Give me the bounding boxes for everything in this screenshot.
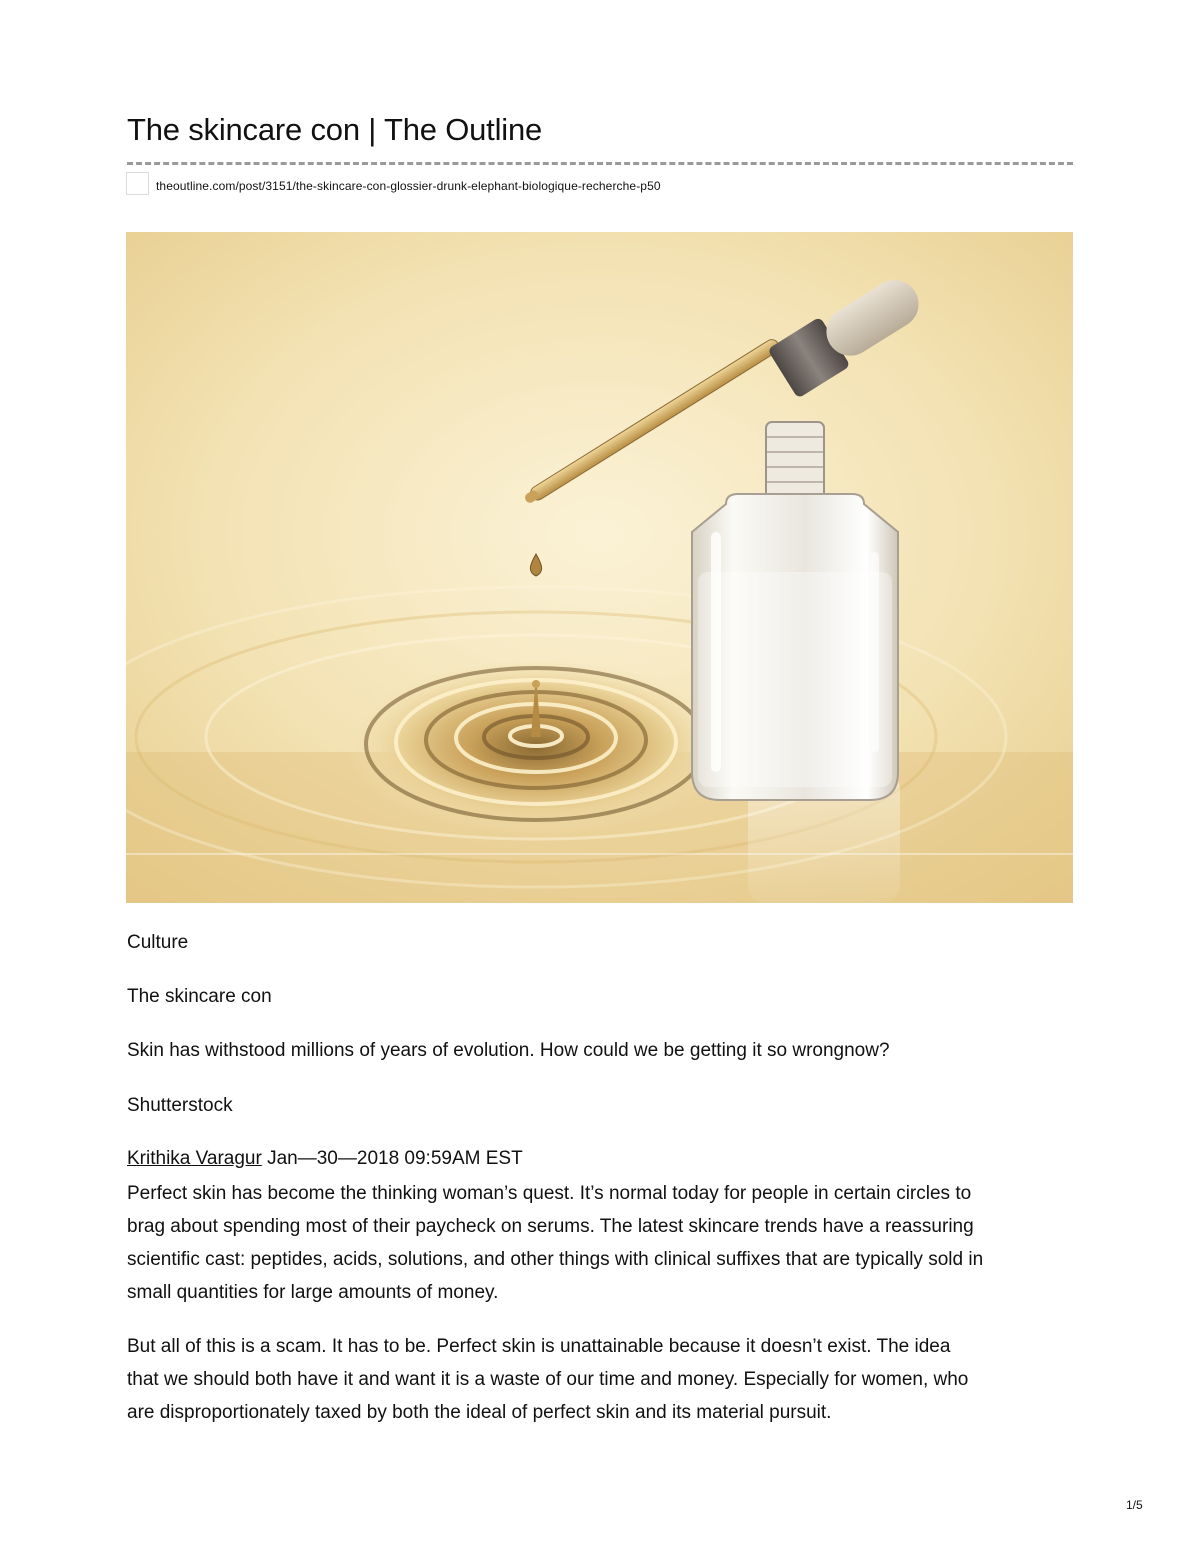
- article-category: Culture: [127, 932, 189, 953]
- author-link[interactable]: Krithika Varagur: [127, 1148, 262, 1169]
- publish-date: Jan—30—2018 09:59AM EST: [267, 1148, 523, 1169]
- title-divider: [127, 162, 1073, 165]
- byline: [127, 1148, 523, 1170]
- article-paragraph: But all of this is a scam. It has to be. Perfect skin is unattainable because it doesn’t exist. The idea that we should both have it and want it is a waste of our time and money. Especially for women, who are disproportionately taxed by both the ideal of perfect skin and its material pursuit.: [127, 1336, 969, 1423]
- article-dek: Skin has withstood millions of years of evolution. How could we be getting it so wrongnow?: [127, 1040, 890, 1061]
- site-favicon-icon: [126, 172, 149, 195]
- page-number: 1/5: [1126, 1498, 1143, 1512]
- article-headline: The skincare con: [127, 986, 272, 1007]
- article-paragraph: Perfect skin has become the thinking woman’s quest. It’s normal today for people in certain circles to brag about spending most of their paycheck on serums. The latest skincare trends have a reassuring scientific cast: peptides, acids, solutions, and other things with clinical suffixes that are typically sold in small quantities for large amounts of money.: [127, 1183, 984, 1303]
- image-credit: Shutterstock: [127, 1095, 233, 1116]
- page-title: The skincare con | The Outline: [127, 112, 543, 147]
- hero-image: [126, 232, 1073, 903]
- source-url-link[interactable]: theoutline.com/post/3151/the-skincare-con-glossier-drunk-elephant-biologique-recherche-p50: [156, 179, 661, 193]
